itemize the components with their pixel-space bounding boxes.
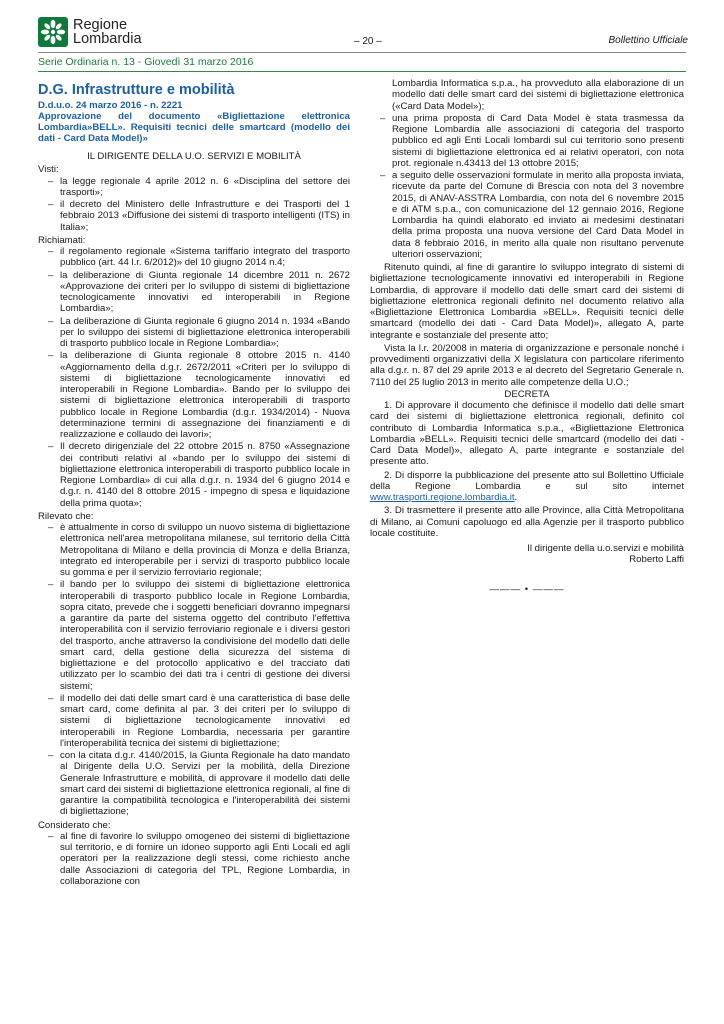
richiamati-list — [38, 246, 350, 509]
list-item-continued: Lombardia Informatica s.p.a., ha provveduto alla elaborazione di un modello dati delle smart card dei sistemi di bigliettazione elettronica («Card Data Model»); — [392, 78, 684, 112]
regione-lombardia-rose-icon — [38, 17, 68, 47]
list-item: – è attualmente in corso di sviluppo un nuovo sistema di bigliettazione elettronica nell'area metropolitana milanese, sul territorio della Città Metropolitana di Milano e della provincia di Monza e della Brianza, integrato ed interoperabile per i servizi di trasporto pubblico locale su gomma e per il servizio ferroviario regionale; — [38, 522, 350, 578]
point-3: 3. Di trasmettere il presente atto alle Province, alla Città Metropolitana di Milano, ai Comuni capoluogo ed alla Agenzie per il trasporto pubblico locale costituite. — [370, 505, 684, 539]
list-item: – la deliberazione di Giunta regionale 8 ottobre 2015 n. 4140 «Aggiornamento della d.g.r. 2672/2011 «Criteri per lo sviluppo di sistemi di bigliettazione tecnologicamente innovativi ed interoperabili in Regione Lombardia». Bando per lo sviluppo dei sistemi di bigliettazione elettronica interoperabili di trasporto pubblico locale in Regione Lombardia (d.g.r. 1934/2014) - Nuova determinazione termini di assegnazione dei finanziamenti e di realizzazione e collaudo dei lavori»; — [38, 350, 350, 440]
list-item: – la legge regionale 4 aprile 2012 n. 6 «Disciplina del settore dei trasporti»; — [38, 176, 350, 199]
rilevato-list — [38, 522, 350, 818]
page-header — [38, 14, 688, 50]
series-line: Serie Ordinaria n. 13 - Giovedì 31 marzo 2016 — [38, 56, 254, 68]
visti-label: Visti: — [38, 164, 59, 176]
rilevato-label: Rilevato che: — [38, 510, 94, 522]
decreta-heading: DECRETA — [504, 388, 550, 400]
end-separator: ——— • ——— — [489, 583, 565, 595]
decree-title: Approvazione del documento «Bigliettazione elettronica Lombardia»BELL». Requisiti tecnici delle smartcard (modello dei dati - Card Data Model)» — [38, 111, 350, 144]
list-item: – la deliberazione di Giunta regionale 14 dicembre 2011 n. 2672 «Approvazione dei criteri per lo sviluppo di sistemi di bigliettazione tecnologicamente innovativi ed interoperabili in Regione Lombardia»; — [38, 270, 350, 315]
logo-line-1: Regione — [73, 17, 128, 33]
list-item: – a seguito delle osservazioni formulate in merito alla proposta inviata, ricevute da parte del Comune di Brescia con nota del 3 novembre 2015, di ANAV-ASSTRA Lombardia, con nota del 6 novembre 2015 e di ATM s.p.a., con comunicazione del 12 gennaio 2016, Regione Lombardia ha quindi elaborato ed inviato ai medesimi destinatari della prima proposta una nuova versione del Card Data Model in data 8 febbraio 2016, in merito alla quale non risultano pervenute ulteriori osservazioni; — [370, 170, 684, 260]
list-item: – il modello dei dati delle smart card è una caratteristica di base delle smart card, come definita al par. 3 dei criteri per lo sviluppo di sistemi di bigliettazione tecnologicamente innovativi ed interoperabili in Regione Lombardia, necessaria per garantire l'interoperabilità tecnica dei sistemi di bigliettazione; — [38, 693, 350, 749]
list-item: – una prima proposta di Card Data Model è stata trasmessa da Regione Lombardia alle associazioni di categoria del trasporto pubblico ed agli Enti Locali lombardi sul cui territorio sono presenti sistemi di bigliettazione elettronica ed ai relativi operatori, con nota prot. regionale n.43413 del 13 ottobre 2015; — [370, 113, 684, 169]
left-column — [38, 82, 350, 888]
director-heading: IL DIRIGENTE DELLA U.O. SERVIZI E MOBILITÀ — [87, 151, 301, 162]
list-item: – con la citata d.g.r. 4140/2015, la Giunta Regionale ha dato mandato al Dirigente della U.O. Servizi per la mobilità, della Direzione Generale Infrastrutture e mobilità, di approvare il modello dati delle smart card dei sistemi di bigliettazione elettronica regionali, al fine di garantire la compatibilità tecnologica e l'interoperabilità dei sistemi di bigliettazione; — [38, 750, 350, 818]
header-divider — [38, 52, 686, 53]
point-1: 1. Di approvare il documento che definisce il modello dati delle smart card dei sistemi di bigliettazione elettronica regionali, definito col contributo di Lombardia Informatica s.p.a., «Bigliettazione Elettronica Lombardia »BELL». Requisiti tecnici delle smartcard (modello dei dati - Card Data Model)», allegato A, parte integrante e sostanziale del presente atto. — [370, 400, 684, 468]
section-title: D.G. Infrastrutture e mobilità — [38, 82, 235, 98]
considerato-list-continued — [370, 78, 684, 260]
page-number: – 20 – — [354, 36, 382, 47]
vista-paragraph: Vista la l.r. 20/2008 in materia di organizzazione e personale nonché i provvedimenti organizzativi della X legislatura con particolare riferimento alla d.g.r. n. 87 del 29 aprile 2013 e al decreto del Segretario Generale n. 7110 del 25 luglio 2013 in merito alle competenze della U.O.; — [370, 342, 684, 388]
region-logo — [38, 14, 142, 50]
signature-name: Roberto Laffi — [629, 554, 684, 566]
visti-list — [38, 176, 350, 233]
considerato-list — [38, 831, 350, 887]
considerato-label: Considerato che: — [38, 819, 111, 831]
decree-number: D.d.u.o. 24 marzo 2016 - n. 2221 — [38, 100, 183, 111]
right-column — [370, 78, 684, 595]
ritenuto-paragraph: Ritenuto quindi, al fine di garantire lo sviluppo integrato di sistemi di bigliettazione tecnologicamente innovativi ed interoperabili in Regione Lombardia, di approvare il modello dati delle smart card dei sistemi di bigliettazione elettronica regionali definito nel documento relativo alla «Bigliettazione Elettronica Lombardia »BELL». Requisiti tecnici delle smartcard (modello dei dati - Card Data Model)», allegato A, parte integrante e sostanziale del presente atto; — [370, 262, 684, 341]
point-2 — [370, 470, 684, 504]
signature-role: Il dirigente della u.o.servizi e mobilità — [527, 543, 684, 554]
list-item: – Il decreto dirigenziale del 22 ottobre 2015 n. 8750 «Assegnazione dei contributi relativi al «bando per lo sviluppo dei sistemi di bigliettazione elettronica interoperabili di trasporto pubblico locale in Regione Lombardia» di cui alla d.g.r. n. 1934 del 6 giugno 2014 e d.g.r. n. 4140 del 8 ottobre 2015 - impegno di spesa e liquidazione della prima quota»; — [38, 441, 350, 509]
logo-line-2: Lombardia — [73, 31, 142, 47]
logo-text — [73, 18, 142, 46]
list-item: – il bando per lo sviluppo dei sistemi di bigliettazione elettronica interoperabili di trasporto pubblico locale in Regione Lombardia, sopra citato, prevede che i soggetti beneficiari dovranno impegnarsi a garantire da parte del sistema oggetto del contributo l'effettiva interoperabilità con il servizio ferroviario regionale e i diversi gestori del trasporto, anche attraverso la condivisione del modello dati delle smart card, della gestione della sicurezza del sistema di bigliettazione e del protocollo applicativo e del tracciato dati utilizzato per lo scambio dei dati tra i centri di gestione dei diversi sistemi; — [38, 579, 350, 692]
list-item: – il regolamento regionale «Sistema tariffario integrato del trasporto pubblico (art. 44 l.r. 6/2012)» del 10 giugno 2014 n.4; — [38, 246, 350, 269]
list-item: – al fine di favorire lo sviluppo omogeneo dei sistemi di bigliettazione sul territorio, e di fornire un idoneo supporto agli Enti Locali ed agli operatori per la realizzazione degli stessi, come richiesto anche dalle Associazioni di categoria del TPL, Regione Lombardia, in collaborazione con — [38, 831, 350, 887]
trasporti-website-link[interactable]: www.trasporti.regione.lombardia.it — [370, 492, 515, 503]
list-item: – La deliberazione di Giunta regionale 6 giugno 2014 n. 1934 «Bando per lo sviluppo dei sistemi di bigliettazione elettronica interoperabili di trasporto pubblico locale in Regione Lombardia»; — [38, 316, 350, 350]
richiamati-label: Richiamati: — [38, 234, 86, 246]
list-item: – il decreto del Ministero delle Infrastrutture e dei Trasporti del 1 febbraio 2013 «Diffusione dei sistemi di trasporto intelligenti (ITS) in Italia»; — [38, 199, 350, 233]
series-divider — [38, 71, 686, 72]
point-2-end: . — [514, 492, 518, 503]
point-2-text: 2. Di disporre la pubblicazione del presente atto sul Bollettino Ufficiale della Regione Lombardia e sul sito internet — [370, 469, 684, 492]
publication-title: Bollettino Ufficiale — [608, 35, 688, 46]
